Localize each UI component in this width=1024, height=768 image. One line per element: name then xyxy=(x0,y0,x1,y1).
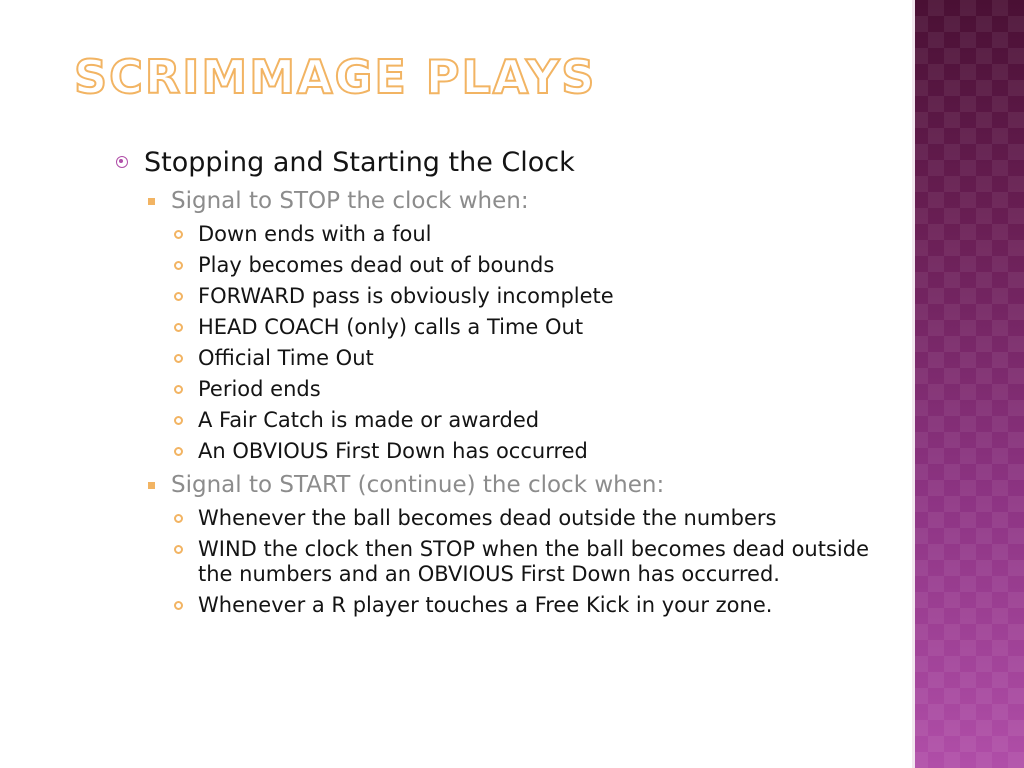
decorative-side-panel xyxy=(912,0,1024,768)
list-item-text: Official Time Out xyxy=(198,346,374,370)
list-item-text: An OBVIOUS First Down has occurred xyxy=(198,439,588,463)
side-panel-edge xyxy=(912,0,915,768)
ring-bullet-icon xyxy=(174,354,183,363)
ring-bullet-icon xyxy=(174,230,183,239)
list-item-text: A Fair Catch is made or awarded xyxy=(198,408,540,432)
list-item xyxy=(114,315,894,340)
ring-bullet-icon xyxy=(174,601,183,610)
start-section-heading xyxy=(114,470,894,500)
ring-bullet-icon xyxy=(174,416,183,425)
list-item-text: HEAD COACH (only) calls a Time Out xyxy=(198,315,584,339)
main-bullet xyxy=(114,146,894,180)
list-item xyxy=(114,439,894,464)
ring-bullet-icon xyxy=(174,514,183,523)
ring-bullet-icon xyxy=(174,545,183,554)
start-conditions-list xyxy=(114,506,894,618)
square-bullet-icon xyxy=(148,482,155,489)
list-item-text: WIND the clock then STOP when the ball becomes dead outside the numbers and an OBVIOUS First Down has occurred. xyxy=(198,537,869,586)
list-item xyxy=(114,408,894,433)
ring-bullet-icon xyxy=(174,385,183,394)
list-item xyxy=(114,284,894,309)
list-item-text: FORWARD pass is obviously incomplete xyxy=(198,284,614,308)
ring-bullet-icon xyxy=(174,261,183,270)
start-section xyxy=(114,470,894,618)
list-item-text: Play becomes dead out of bounds xyxy=(198,253,555,277)
list-item-text: Whenever a R player touches a Free Kick in your zone. xyxy=(198,593,773,617)
list-item-text: Period ends xyxy=(198,377,321,401)
stop-section-label: Signal to STOP the clock when: xyxy=(171,188,529,214)
circle-bullet-icon xyxy=(116,156,128,168)
list-item xyxy=(114,253,894,278)
slide-title: SCRIMMAGE PLAYS xyxy=(74,50,597,104)
list-item xyxy=(114,222,894,247)
start-section-label: Signal to START (continue) the clock when: xyxy=(171,472,665,498)
main-bullet-text: Stopping and Starting the Clock xyxy=(144,147,575,178)
square-bullet-icon xyxy=(148,198,155,205)
ring-bullet-icon xyxy=(174,323,183,332)
stop-conditions-list xyxy=(114,222,894,464)
list-item xyxy=(114,377,894,402)
ring-bullet-icon xyxy=(174,447,183,456)
slide-content xyxy=(114,146,894,618)
list-item xyxy=(114,506,894,531)
list-item xyxy=(114,537,894,587)
stop-section xyxy=(114,186,894,464)
list-item-text: Whenever the ball becomes dead outside the numbers xyxy=(198,506,777,530)
list-item xyxy=(114,346,894,371)
list-item-text: Down ends with a foul xyxy=(198,222,432,246)
list-item xyxy=(114,593,894,618)
stop-section-heading xyxy=(114,186,894,216)
ring-bullet-icon xyxy=(174,292,183,301)
